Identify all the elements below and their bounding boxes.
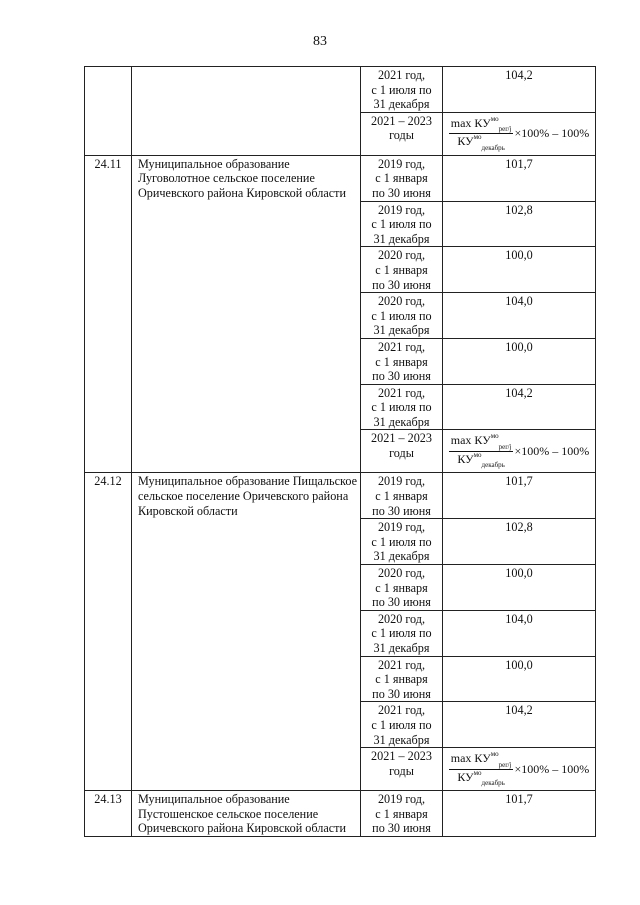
numerator-text: max КУ	[450, 751, 491, 766]
table-row	[85, 791, 596, 837]
formula-numerator	[449, 752, 514, 769]
period-cell: 2019 год, с 1 июля по 31 декабря	[361, 519, 443, 565]
numerator-superscript: мо	[490, 432, 499, 441]
table-row	[85, 473, 596, 519]
index-value-cell: 100,0	[443, 338, 596, 384]
index-value-cell: 100,0	[443, 656, 596, 702]
index-value-cell: 104,2	[443, 702, 596, 748]
formula-fraction	[449, 752, 514, 786]
denominator-superscript: мо	[473, 133, 482, 142]
denominator-subscript: декабрь	[481, 143, 505, 152]
index-formula	[443, 431, 595, 468]
formula-tail: ×100% – 100%	[514, 761, 590, 776]
index-value-cell: 100,0	[443, 247, 596, 293]
index-value-cell: 104,2	[443, 384, 596, 430]
formula-cell	[443, 748, 596, 791]
row-number-cell: 24.12	[85, 473, 132, 791]
period-cell: 2019 год, с 1 января по 30 июня	[361, 155, 443, 201]
period-cell: 2021 год, с 1 января по 30 июня	[361, 338, 443, 384]
numerator-subscript: per/j	[498, 442, 512, 451]
index-formula	[443, 749, 595, 786]
index-value-cell: 100,0	[443, 565, 596, 611]
index-value-cell: 102,8	[443, 201, 596, 247]
tariff-index-table	[84, 66, 596, 837]
index-value-cell: 102,8	[443, 519, 596, 565]
index-value-cell: 104,0	[443, 293, 596, 339]
period-cell: 2021 год, с 1 июля по 31 декабря	[361, 702, 443, 748]
denominator-subscript: декабрь	[481, 778, 505, 787]
row-number-cell: 24.13	[85, 791, 132, 837]
period-cell: 2021 – 2023 годы	[361, 430, 443, 473]
period-cell: 2021 год, с 1 июля по 31 декабря	[361, 67, 443, 113]
entity-name-cell	[132, 67, 361, 156]
period-cell: 2021 год, с 1 января по 30 июня	[361, 656, 443, 702]
period-cell: 2020 год, с 1 января по 30 июня	[361, 247, 443, 293]
entity-name-cell: Муниципальное образование Луговолотное сельское поселение Оричевского района Кировской области	[132, 155, 361, 473]
formula-denominator	[455, 134, 507, 150]
formula-cell	[443, 430, 596, 473]
row-number-cell	[85, 67, 132, 156]
numerator-superscript: мо	[490, 114, 499, 123]
period-cell: 2020 год, с 1 июля по 31 декабря	[361, 610, 443, 656]
denominator-superscript: мо	[473, 768, 482, 777]
formula-cell	[443, 112, 596, 155]
period-cell: 2019 год, с 1 января по 30 июня	[361, 473, 443, 519]
denominator-subscript: декабрь	[481, 461, 505, 470]
period-cell: 2020 год, с 1 января по 30 июня	[361, 565, 443, 611]
denominator-text: КУ	[457, 451, 474, 466]
entity-name-cell: Муниципальное образование Пустошенское сельское поселение Оричевского района Кировской области	[132, 791, 361, 837]
denominator-superscript: мо	[473, 450, 482, 459]
formula-fraction	[449, 114, 514, 152]
index-formula	[443, 114, 595, 151]
period-cell: 2021 год, с 1 июля по 31 декабря	[361, 384, 443, 430]
period-cell: 2021 – 2023 годы	[361, 748, 443, 791]
formula-numerator	[449, 114, 514, 134]
numerator-subscript: per/j	[498, 125, 512, 134]
formula-tail: ×100% – 100%	[514, 126, 590, 141]
denominator-text: КУ	[457, 769, 474, 784]
page-number: 83	[313, 34, 327, 49]
index-value-cell: 104,2	[443, 67, 596, 113]
index-value-cell: 104,0	[443, 610, 596, 656]
numerator-text: max КУ	[450, 433, 491, 448]
formula-tail: ×100% – 100%	[514, 443, 590, 458]
denominator-text: КУ	[457, 134, 474, 149]
period-cell: 2019 год, с 1 января по 30 июня	[361, 791, 443, 837]
numerator-subscript: per/j	[498, 760, 512, 769]
formula-fraction	[449, 434, 514, 468]
table-row	[85, 67, 596, 113]
period-cell: 2019 год, с 1 июля по 31 декабря	[361, 201, 443, 247]
formula-denominator	[455, 452, 507, 468]
formula-denominator	[455, 770, 507, 786]
entity-name-cell: Муниципальное образование Пищальское сельское поселение Оричевского района Кировской области	[132, 473, 361, 791]
numerator-superscript: мо	[490, 750, 499, 759]
formula-numerator	[449, 434, 514, 451]
period-cell: 2021 – 2023 годы	[361, 112, 443, 155]
table-row	[85, 155, 596, 201]
period-cell: 2020 год, с 1 июля по 31 декабря	[361, 293, 443, 339]
index-value-cell: 101,7	[443, 791, 596, 837]
index-value-cell: 101,7	[443, 473, 596, 519]
row-number-cell: 24.11	[85, 155, 132, 473]
index-value-cell: 101,7	[443, 155, 596, 201]
numerator-text: max КУ	[450, 115, 491, 130]
